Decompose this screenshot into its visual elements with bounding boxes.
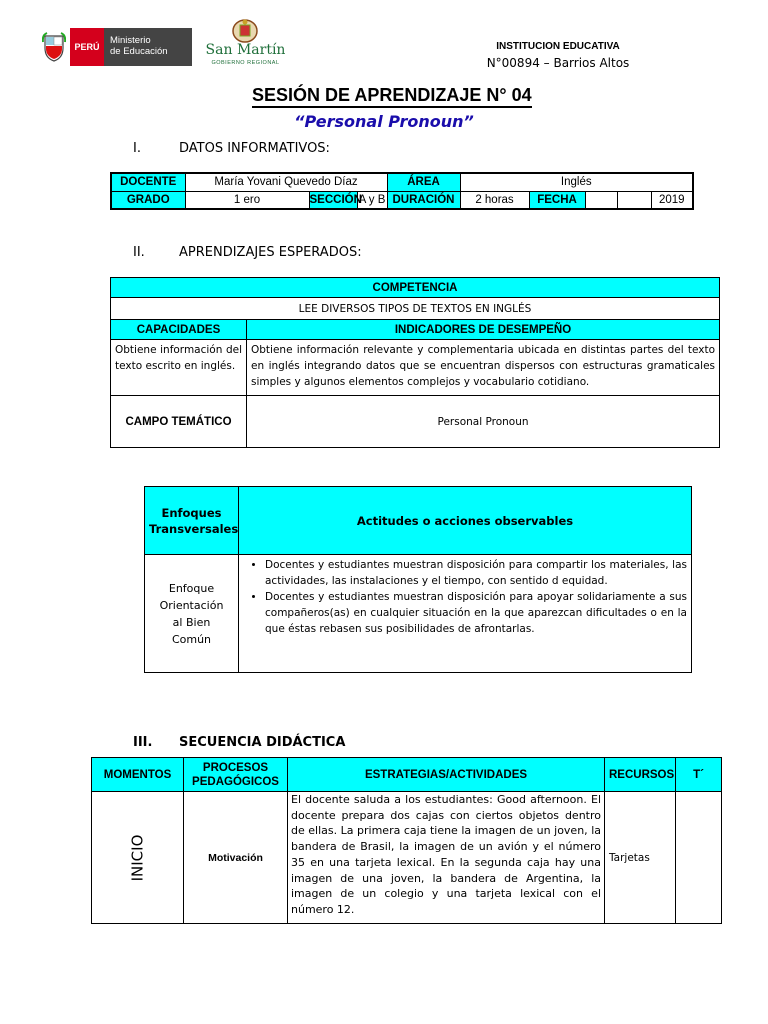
enfoques-table [144,486,692,673]
region-name: San Martín [205,42,286,58]
minedu-logo [42,28,192,66]
page-title: SESIÓN DE APRENDIZAJE N° 04 [252,85,532,108]
area-label: ÁREA [387,173,460,191]
peru-shield-icon [42,32,66,62]
row-estrategia: El docente saluda a los estudiantes: Good afternoon. El docente prepara dos cajas con ciertos objetos dentro de ellas. La primera caja tiene la imagen de un joven, la bandera de Brasil, la imagen de un avión y el número 35 en una tarjeta lexical. En la segunda caja hay una imagen de una joven, la bandera de Argentina, la imagen de un colegio y una tarjeta lexical con el número 12. [288,792,605,924]
san-martin-logo [198,18,293,70]
actitudes-header: Actitudes o acciones observables [239,487,692,555]
grado-value: 1 ero [185,191,309,209]
campo-label: CAMPO TEMÁTICO [111,396,247,448]
indicador-text: Obtiene información relevante y complementaria ubicada en distintas partes del texto en inglés integrando datos que se encuentran dispersos con estructuras gramaticales simples y algunos elementos complejos y vocabulario cotidiano. [247,340,720,396]
docente-label: DOCENTE [111,173,185,191]
ministry-label: Ministerio de Educación [104,28,192,66]
grado-label: GRADO [111,191,185,209]
row-momento: INICIO [128,834,147,881]
fecha-year: 2019 [651,191,693,209]
col-recursos: RECURSOS [605,758,676,792]
secuencia-table [91,757,722,924]
seccion-value: A y B [357,191,387,209]
page-subtitle: “Personal Pronoun” [294,112,474,131]
san-martin-crest-icon [230,18,260,44]
fecha-label: FECHA [529,191,585,209]
competencia-header: COMPETENCIA [111,278,720,298]
col-procesos: PROCESOS PEDAGÓGICOS [184,758,288,792]
duracion-label: DURACIÓN [387,191,460,209]
section3-heading: SECUENCIA DIDÁCTICA [179,735,346,750]
row-proceso: Motivación [184,792,288,924]
region-sub: GOBIERNO REGIONAL [211,60,280,66]
section1-heading: DATOS INFORMATIVOS: [179,141,330,156]
enfoque-name: Enfoque Orientación al Bien Común [145,555,239,673]
section3-number: III. [133,735,153,750]
competencia-value: LEE DIVERSOS TIPOS DE TEXTOS EN INGLÉS [111,298,720,320]
actitud-item-2: • Docentes y estudiantes muestran disposición para apoyar solidariamente a sus compañeros(as) en cualquier situación en la que aparezcan dificultades o en la que éstas rebasen sus posibilidades de afrontarlas. [265,589,687,637]
seccion-label: SECCIÓN [309,191,357,209]
actitudes-list [243,557,687,637]
institution-label: INSTITUCION EDUCATIVA [496,41,620,52]
col-t: T´ [676,758,722,792]
row-recurso: Tarjetas [605,792,676,924]
section1-number: I. [133,141,141,156]
area-value: Inglés [460,173,693,191]
peru-label: PERÚ [70,28,104,66]
enfoques-header: Enfoques Transversales [145,487,239,555]
col-estrategias: ESTRATEGIAS/ACTIVIDADES [288,758,605,792]
section2-number: II. [133,245,145,260]
col-momentos: MOMENTOS [92,758,184,792]
aprendizajes-table [110,277,720,448]
institution-name: N°00894 – Barrios Altos [486,56,630,70]
fecha-month [617,191,651,209]
row-tiempo [676,792,722,924]
fecha-day [585,191,617,209]
campo-value: Personal Pronoun [247,396,720,448]
capacidades-header: CAPACIDADES [111,320,247,340]
actitud-item-1: • Docentes y estudiantes muestran disposición para compartir los materiales, las actividades, las instalaciones y el tiempo, con sentido d equidad. [265,557,687,589]
datos-table [110,172,694,210]
duracion-value: 2 horas [460,191,529,209]
capacidad-text: Obtiene información del texto escrito en inglés. [111,340,247,396]
section2-heading: APRENDIZAJES ESPERADOS: [179,245,362,260]
indicadores-header: INDICADORES DE DESEMPEÑO [247,320,720,340]
docente-value: María Yovani Quevedo Díaz [185,173,387,191]
